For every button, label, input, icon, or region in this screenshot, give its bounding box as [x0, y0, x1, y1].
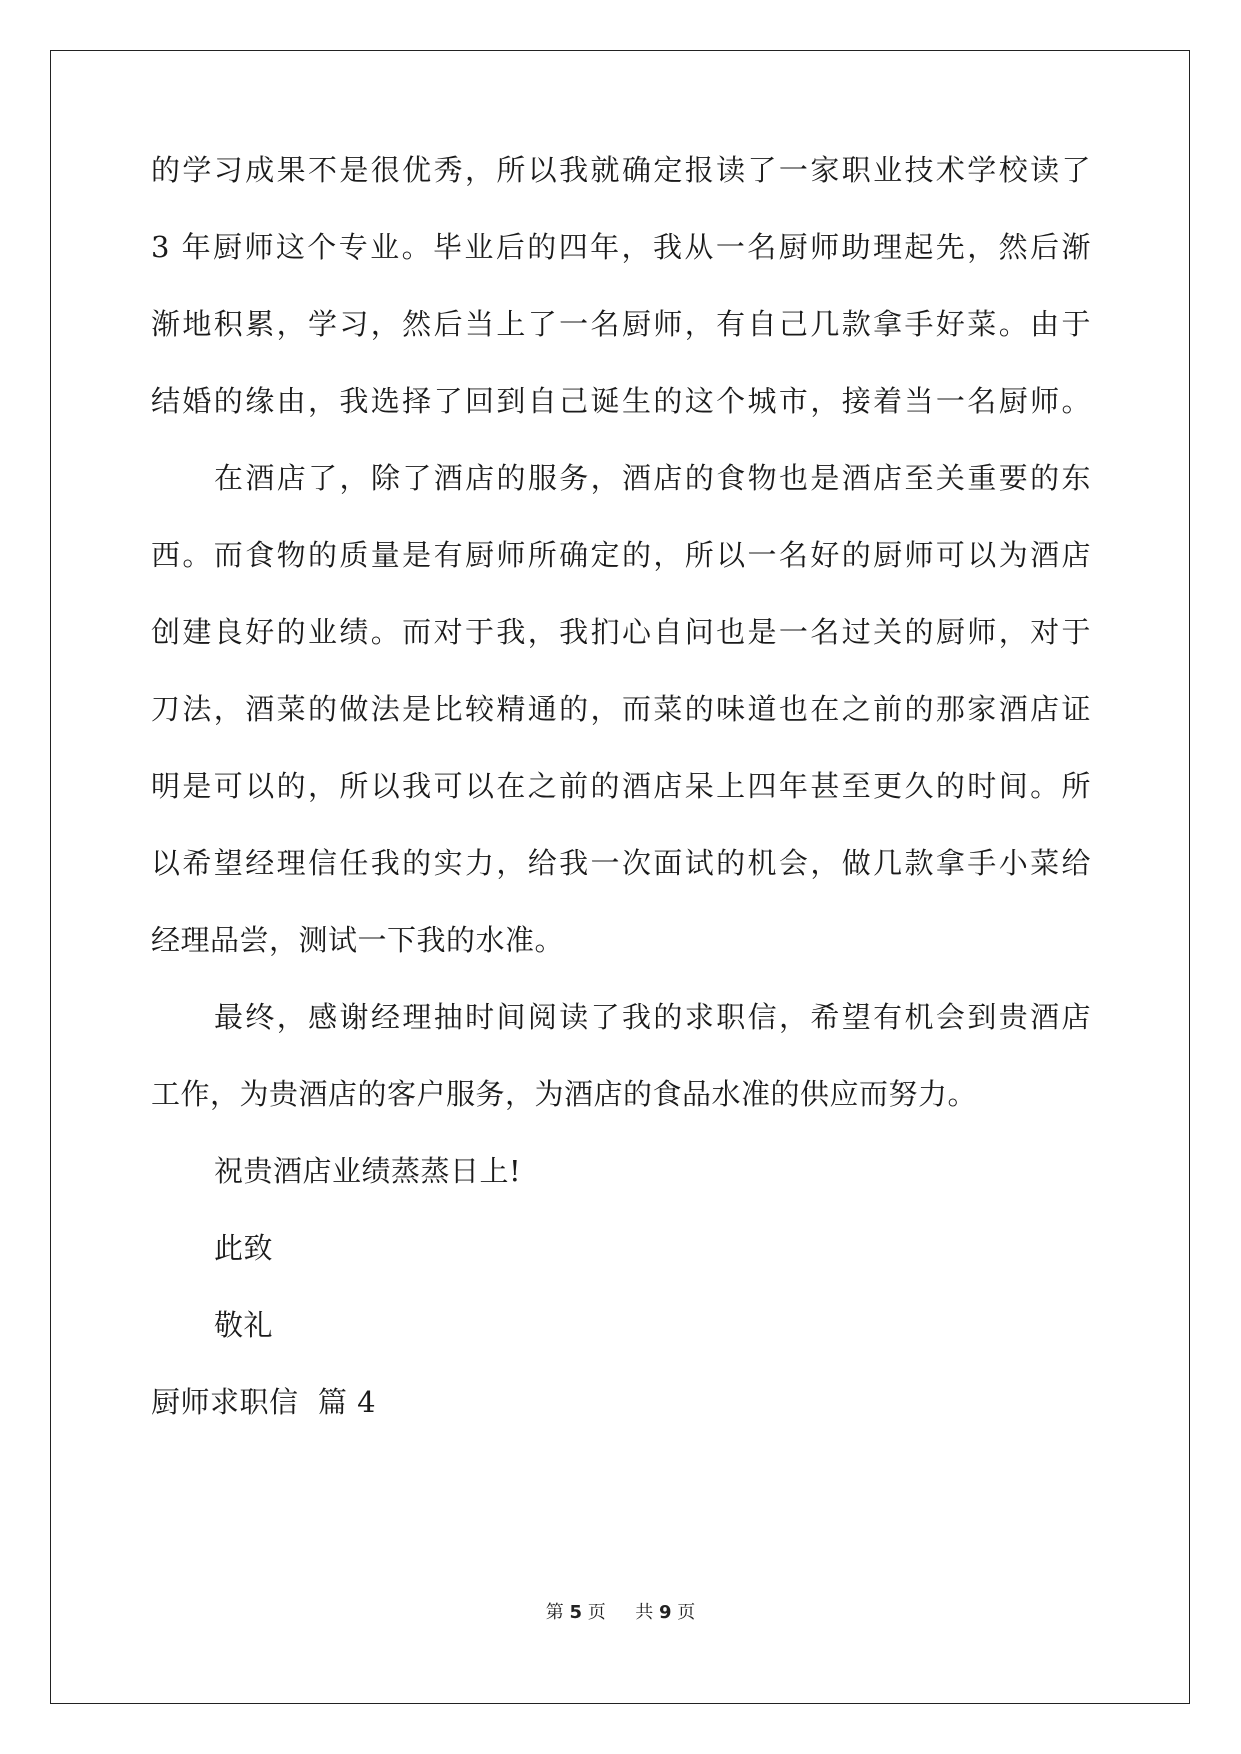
- body-line: 渐地积累，学习，然后当上了一名厨师，有自己几款拿手好菜。由于: [151, 307, 1091, 341]
- body-line: 结婚的缘由，我选择了回到自己诞生的这个城市，接着当一名厨师。: [151, 384, 1091, 418]
- total-prefix: 共: [635, 1602, 654, 1623]
- closing-wish: 祝贵酒店业绩蒸蒸日上!: [214, 1154, 522, 1188]
- total-page-count: 9: [658, 1602, 672, 1623]
- body-line: 明是可以的，所以我可以在之前的酒店呆上四年甚至更久的时间。所: [151, 769, 1091, 803]
- body-line: 工作，为贵酒店的客户服务，为酒店的食品水准的供应而努力。: [151, 1077, 978, 1111]
- body-line: 的学习成果不是很优秀，所以我就确定报读了一家职业技术学校读了: [151, 153, 1091, 187]
- page-suffix: 页: [587, 1602, 606, 1623]
- body-line: 3 年厨师这个专业。毕业后的四年，我从一名厨师助理起先，然后渐: [151, 230, 1091, 264]
- body-line: 创建良好的业绩。而对于我，我扪心自问也是一名过关的厨师，对于: [151, 615, 1091, 649]
- body-line: 在酒店了，除了酒店的服务，酒店的食物也是酒店至关重要的东: [214, 461, 1091, 495]
- total-suffix: 页: [677, 1602, 696, 1623]
- current-page-number: 5: [569, 1602, 583, 1623]
- page-prefix: 第: [545, 1602, 564, 1623]
- closing-regards: 敬礼: [214, 1308, 274, 1342]
- body-line: 西。而食物的质量是有厨师所确定的，所以一名好的厨师可以为酒店: [151, 538, 1091, 572]
- body-line: 最终，感谢经理抽时间阅读了我的求职信，希望有机会到贵酒店: [214, 1000, 1091, 1034]
- page-footer: [0, 1601, 1241, 1625]
- body-line: 以希望经理信任我的实力，给我一次面试的机会，做几款拿手小菜给: [151, 846, 1091, 880]
- body-line: 经理品尝，测试一下我的水准。: [151, 923, 565, 957]
- body-line: 刀法，酒菜的做法是比较精通的，而菜的味道也在之前的那家酒店证: [151, 692, 1091, 726]
- section-heading: 厨师求职信 篇 4: [151, 1385, 377, 1419]
- closing-salutation: 此致: [214, 1231, 274, 1265]
